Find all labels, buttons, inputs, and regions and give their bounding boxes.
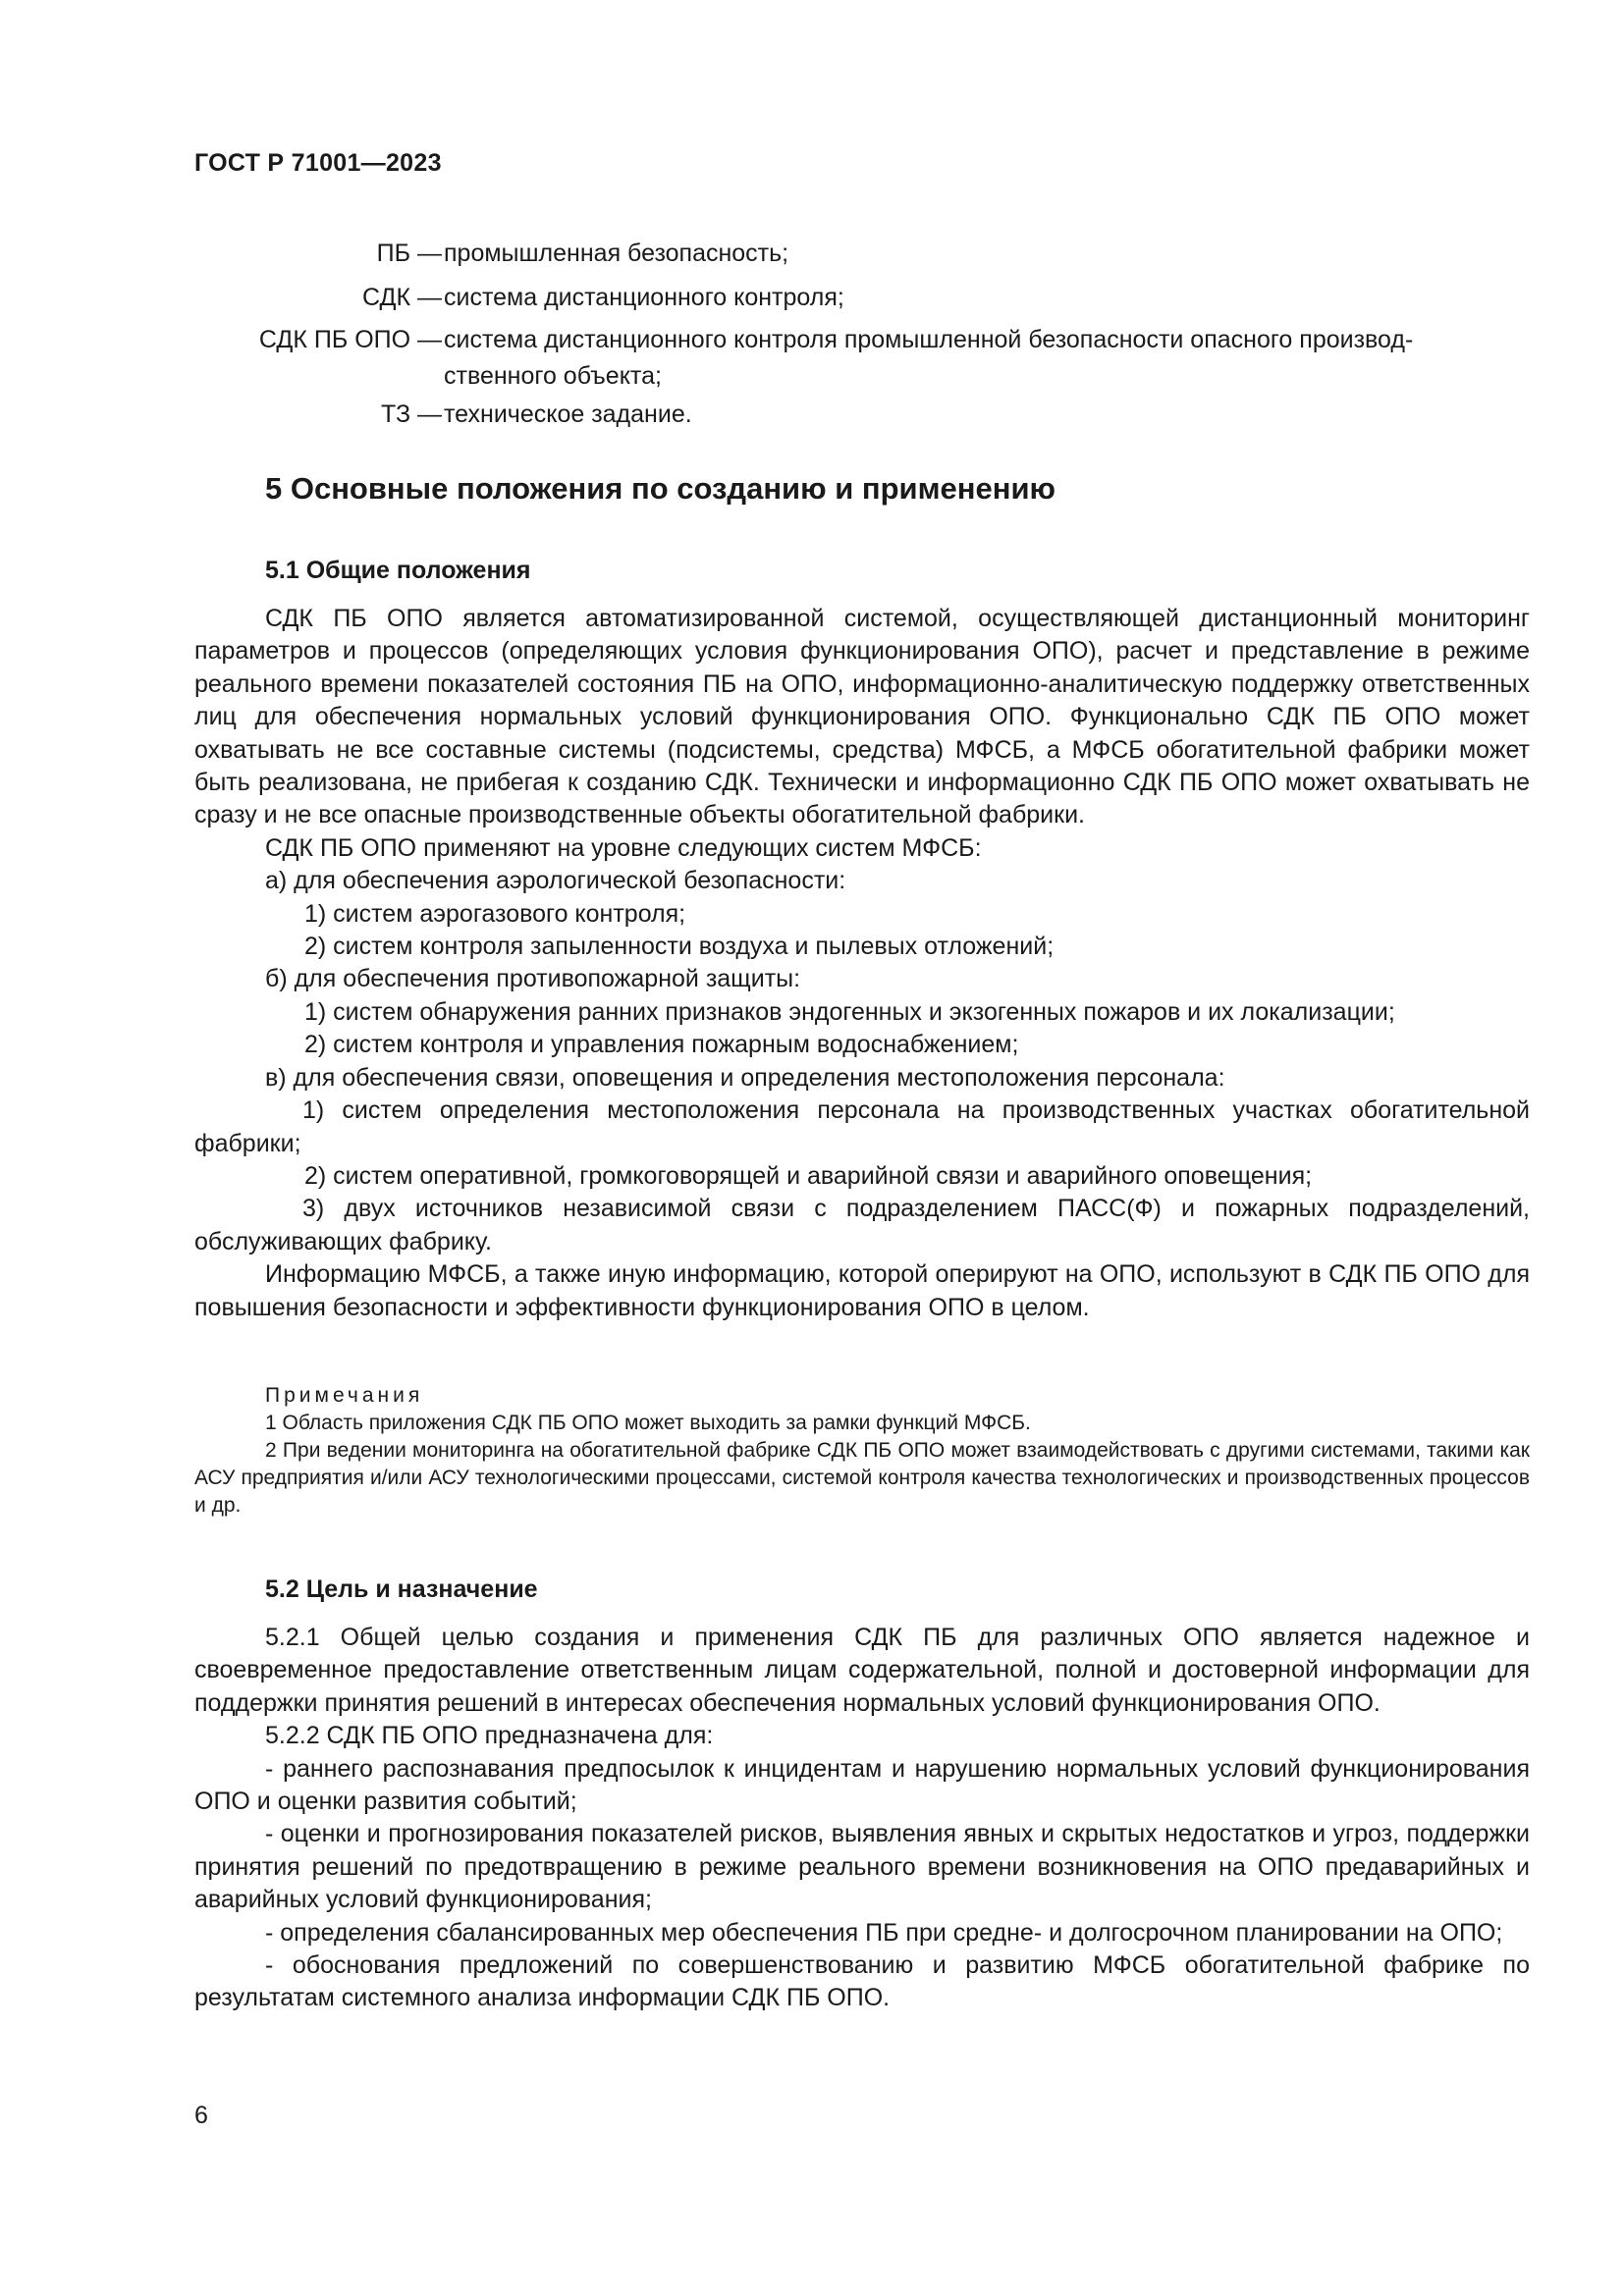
list-item: в) для обеспечения связи, оповещения и определения местоположения персонала: xyxy=(265,1063,1225,1092)
abbreviation-term: СДК ПБ ОПО — xyxy=(258,326,442,353)
list-item: б) для обеспечения противопожарной защиты: xyxy=(265,965,801,993)
paragraph: СДК ПБ ОПО применяют на уровне следующих систем МФСБ: xyxy=(265,833,982,862)
list-item: - раннего распознавания предпосылок к инцидентам и нарушению нормальных условий функционирования ОПО и оценки развития событий; xyxy=(194,1754,1530,1816)
paragraph: 5.2.1 Общей целью создания и применения СДК ПБ для различных ОПО является надежное и своевременное предоставление ответственным лицам содержательной, полной и достоверной информации для поддержки принятия решений в интересах обеспечения нормальных условий функционирования ОПО. xyxy=(194,1624,1530,1717)
abbreviation-term: СДК — xyxy=(362,284,442,311)
list-item: 2) систем контроля запыленности воздуха и пылевых отложений; xyxy=(304,933,1055,961)
subsection-title-5-2: 5.2 Цель и назначение xyxy=(265,1575,538,1603)
list-item: 1) систем определения местоположения персонала на производственных участках обогатительной фабрики; xyxy=(194,1096,1530,1157)
list-item: - оценки и прогнозирования показателей рисков, выявления явных и скрытых недостатков и угроз, поддержки принятия решений по предотвращению в режиме реального времени возникновения на ОПО предаварийных и аварийных условий функционирования; xyxy=(194,1820,1530,1914)
paragraph: СДК ПБ ОПО является автоматизированной системой, осуществляющей дистанционный мониторинг параметров и процессов (определяющих условия функционирования ОПО), расчет и представление в режиме реального времени показателей состояния ПБ на ОПО, информационно-аналитическую поддержку ответственных лиц для обеспечения нормальных условий функционирования ОПО. Функционально СДК ПБ ОПО может охватывать не все составные системы (подсистемы, средства) МФСБ, а МФСБ обогатительной фабрики может быть реализована, не прибегая к созданию СДК. Технически и информационно СДК ПБ ОПО может охватывать не сразу и не все опасные производственные объекты обогатительной фабрики. xyxy=(194,605,1530,829)
page-number: 6 xyxy=(194,2102,208,2129)
notes-heading: Примечания xyxy=(265,1384,424,1407)
note-item: 1 Область приложения СДК ПБ ОПО может выходить за рамки функций МФСБ. xyxy=(265,1412,1031,1434)
list-item: 1) систем аэрогазового контроля; xyxy=(304,899,686,928)
abbreviation-definition: техническое задание. xyxy=(444,400,692,428)
paragraph: 5.2.2 СДК ПБ ОПО предназначена для: xyxy=(265,1722,714,1750)
abbreviation-definition: система дистанционного контроля промышленной безопасности опасного производ- xyxy=(444,326,1414,353)
note-item: 2 При ведении мониторинга на обогатительной фабрике СДК ПБ ОПО может взаимодействовать с другими системами, такими как АСУ предприятия и/или АСУ технологическими процессами, системой контроля качества технологических и производственных процессов и др. xyxy=(194,1439,1530,1517)
list-item: - обоснования предложений по совершенствованию и развитию МФСБ обогатительной фабрике по результатам системного анализа информации СДК ПБ ОПО. xyxy=(194,1951,1530,2012)
section-title: 5 Основные положения по созданию и применению xyxy=(265,471,1056,506)
notes-block xyxy=(194,1382,1530,1520)
section-5-1-body xyxy=(194,603,1530,1324)
document-header: ГОСТ Р 71001—2023 xyxy=(194,149,442,177)
list-item: 1) систем обнаружения ранних признаков эндогенных и экзогенных пожаров и их локализации; xyxy=(304,997,1395,1026)
list-item: 2) систем контроля и управления пожарным водоснабжением; xyxy=(304,1031,1019,1059)
abbreviation-term: ТЗ — xyxy=(380,400,442,428)
list-item: а) для обеспечения аэрологической безопасности: xyxy=(265,867,846,895)
abbreviation-term: ПБ — xyxy=(376,240,442,267)
abbreviation-definition-continued: ственного объекта; xyxy=(444,362,662,390)
document-page xyxy=(194,0,1530,2296)
subsection-title-5-1: 5.1 Общие положения xyxy=(265,557,531,584)
paragraph: Информацию МФСБ, а также иную информацию, которой оперируют на ОПО, используют в СДК ПБ ОПО для повышения безопасности и эффективности функционирования ОПО в целом. xyxy=(194,1260,1530,1321)
abbreviation-definition: промышленная безопасность; xyxy=(444,240,789,267)
abbreviation-definition: система дистанционного контроля; xyxy=(444,284,844,311)
section-5-2-body xyxy=(194,1622,1530,2015)
list-item: 3) двух источников независимой связи с подразделением ПАСС(Ф) и пожарных подразделений, обслуживающих фабрику. xyxy=(194,1195,1530,1255)
list-item: - определения сбалансированных мер обеспечения ПБ при средне- и долгосрочном планировании на ОПО; xyxy=(265,1918,1503,1947)
list-item: 2) систем оперативной, громкоговорящей и аварийной связи и аварийного оповещения; xyxy=(304,1161,1313,1190)
